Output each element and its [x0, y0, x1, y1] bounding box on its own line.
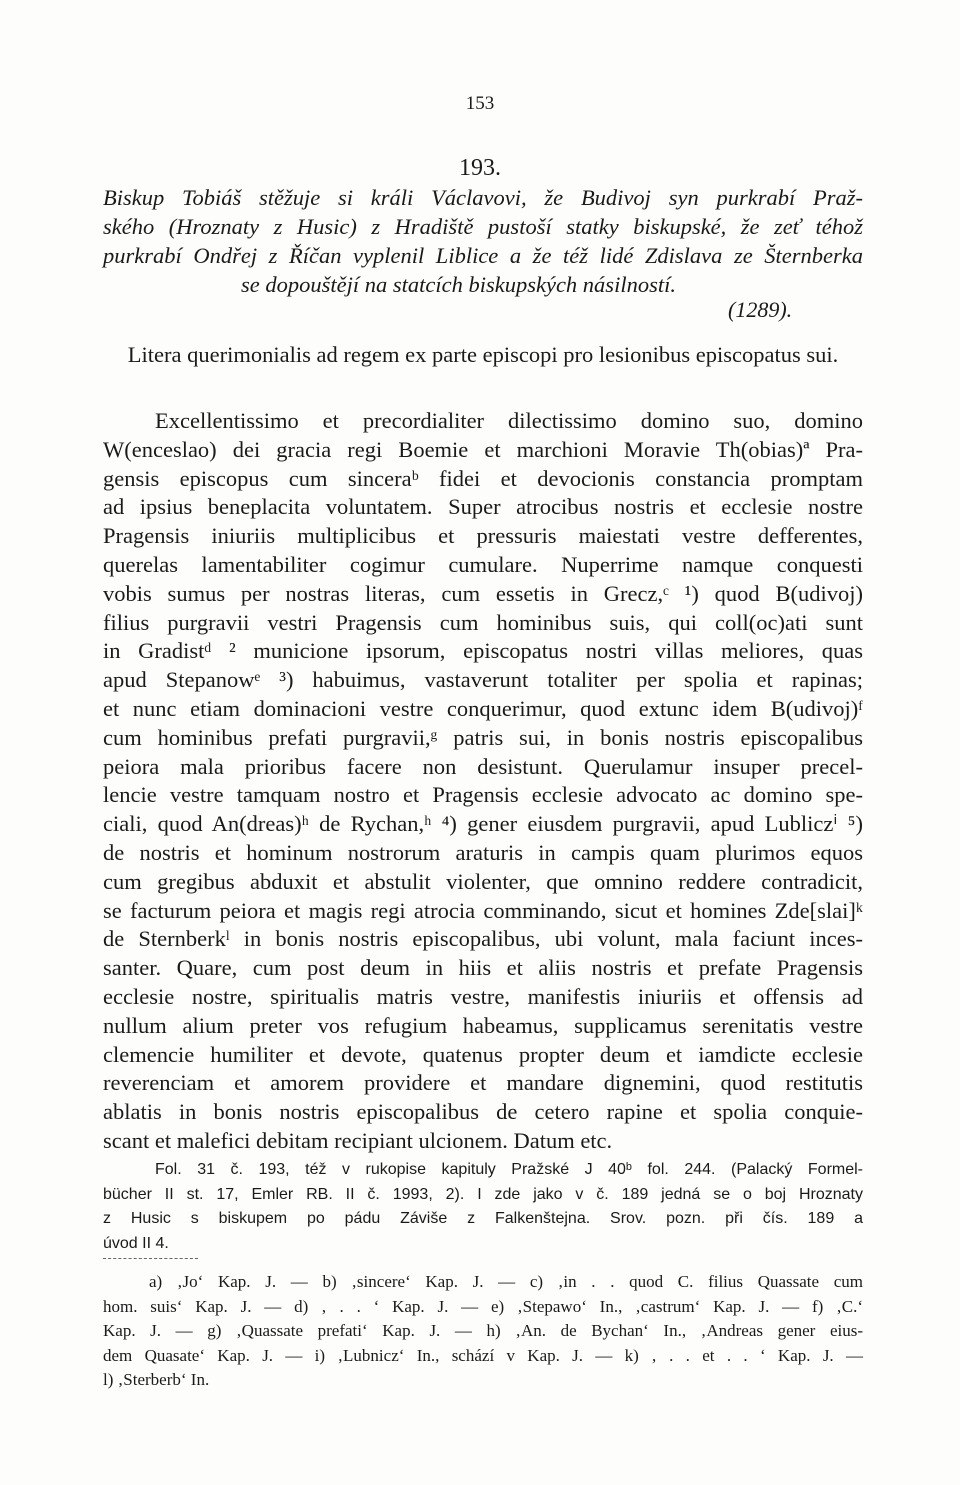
regest-line: se dopouštějí na statcích biskupských násilností. — [241, 272, 676, 297]
note-line: Fol. 31 č. 193, též v rukopise kapituly Pražské J 40ᵇ fol. 244. (Palacký Formel- — [155, 1161, 863, 1178]
regest-line: ského (Hroznaty z Husic) z Hradiště pustoší statky biskupské, že zeť téhož — [103, 214, 863, 239]
body-line: ablatis in bonis nostris episcopalibus de cetero rapine et spolia conquie- — [103, 1099, 863, 1125]
note-line: z Husic s biskupem po pádu Záviše z Falkenštejna. Srov. pozn. při čís. 189 a — [103, 1210, 863, 1227]
regest-line: Biskup Tobiáš stěžuje si králi Václavovi, že Budivoj syn purkrabí Praž- — [103, 185, 863, 210]
document-title: Litera querimonialis ad regem ex parte episcopi pro lesionibus episcopatus sui. — [127, 342, 839, 367]
body-line: cum gregibus abduxit et abstulit violenter, que omnino reddere contradicit, — [103, 868, 863, 894]
body-line: gensis episcopus cum sinceraᵇ fidei et devocionis constancia promptam — [103, 465, 863, 491]
body-line: santer. Quare, cum post deum in hiis et aliis nostris et prefate Pragensis — [103, 955, 863, 981]
footnote-divider — [103, 1258, 198, 1259]
body-line: reverenciam et amorem providere et mandare dignemini, quod restitutis — [103, 1070, 863, 1096]
body-line: apud Stepanowᵉ ³) habuimus, vastaverunt totaliter per spolia et rapinas; — [103, 667, 863, 693]
footnote-line: a) ‚Jo‘ Kap. J. — b) ‚sincere‘ Kap. J. — c) ‚in . . quod C. filius Quassate cum — [149, 1272, 863, 1291]
note-line: úvod II 4. — [103, 1234, 169, 1252]
body-line: filius purgravii vestri Pragensis cum hominibus suis, qui coll(oc)ati sunt — [103, 609, 863, 635]
body-line: de Sternberkˡ in bonis nostris episcopalibus, ubi volunt, mala faciunt inces- — [103, 926, 863, 952]
document-number: 193. — [459, 155, 501, 181]
body-line: vobis sumus per nostras literas, cum essetis in Grecz,ᶜ ¹) quod B(udivoj) — [103, 580, 863, 606]
body-line: ad ipsius beneplacita voluntatem. Super atrocibus nostris et ecclesie nostre — [103, 494, 863, 520]
body-line: scant et malefici debitam recipiant ulcionem. Datum etc. — [103, 1127, 613, 1153]
document-body — [103, 407, 863, 1156]
body-line: nullum alium preter vos refugium habeamus, supplicamus serenitatis vestre — [103, 1012, 863, 1038]
page-number: 153 — [465, 93, 495, 114]
body-line: de nostris et hominum nostrorum araturis in campis quam plurimos equos — [103, 839, 863, 865]
body-line: Excellentissimo et precordialiter dilectissimo domino suo, domino — [155, 408, 863, 433]
footnote-line: Kap. J. — g) ‚Quassate prefati‘ Kap. J. — h) ‚An. de Bychan‘ In., ‚Andreas gener eius- — [103, 1321, 863, 1340]
body-line: et nunc etiam dominacioni vestre conquerimur, quod extunc idem B(udivoj)ᶠ — [103, 695, 863, 721]
body-line: Pragensis iniuriis multiplicibus et pressuris maiestati vestre defferentes, — [103, 523, 863, 549]
body-line: W(enceslao) dei gracia regi Boemie et marchioni Moravie Th(obias)ª Pra- — [103, 436, 863, 462]
document-date: (1289). — [728, 297, 793, 322]
body-line: cum hominibus prefati purgravii,ᵍ patris sui, in bonis nostris episcopalibus — [103, 724, 863, 750]
body-line: se facturum peiora et magis regi atrocia comminando, sicut et homines Zde[slai]ᵏ — [103, 897, 863, 923]
body-line: peiora mala prioribus facere non desistunt. Querulamur insuper precel- — [103, 753, 863, 779]
body-line: clemencie humiliter et devote, quatenus propter deum et iamdicte ecclesie — [103, 1041, 863, 1067]
note-line: bücher II st. 17, Emler RB. II č. 1993, 2). I zde jako v č. 189 jedná se o boj Hroznaty — [103, 1185, 863, 1203]
body-line: ecclesie nostre, spiritualis matris vestre, manifestis iniuriis et offensis ad — [103, 983, 863, 1009]
footnote-line: hom. suis‘ Kap. J. — d) ‚ . . ‘ Kap. J. — e) ‚Stepawo‘ In., ‚castrum‘ Kap. J. — f) ‚C.‘ — [103, 1296, 863, 1316]
footnotes — [103, 1270, 863, 1393]
body-line: ciali, quod An(dreas)ʰ de Rychan,ʰ ⁴) gener eiusdem purgravii, apud Lubliczⁱ ⁵) — [103, 811, 863, 837]
body-line: in Gradistᵈ ² municione ipsorum, episcopatus nostri villas meliores, quas — [103, 638, 863, 664]
editorial-note — [103, 1158, 863, 1256]
regest-line: purkrabí Ondřej z Říčan vyplenil Liblice a že též lidé Zdislava ze Šternberka — [103, 243, 863, 268]
regest-summary — [103, 183, 863, 299]
footnote-line: l) ‚Sterberb‘ In. — [103, 1370, 210, 1389]
footnote-line: dem Quasate‘ Kap. J. — i) ‚Lubnicz‘ In., schází v Kap. J. — k) ‚ . . et . . ‘ Kap. J. — — [103, 1345, 863, 1365]
body-line: querelas lamentabiliter cogimur cumulare. Nuperrime namque conquesti — [103, 551, 863, 577]
body-line: lencie vestre tamquam nostro et Pragensis ecclesie advocato ac domino spe- — [103, 782, 863, 808]
